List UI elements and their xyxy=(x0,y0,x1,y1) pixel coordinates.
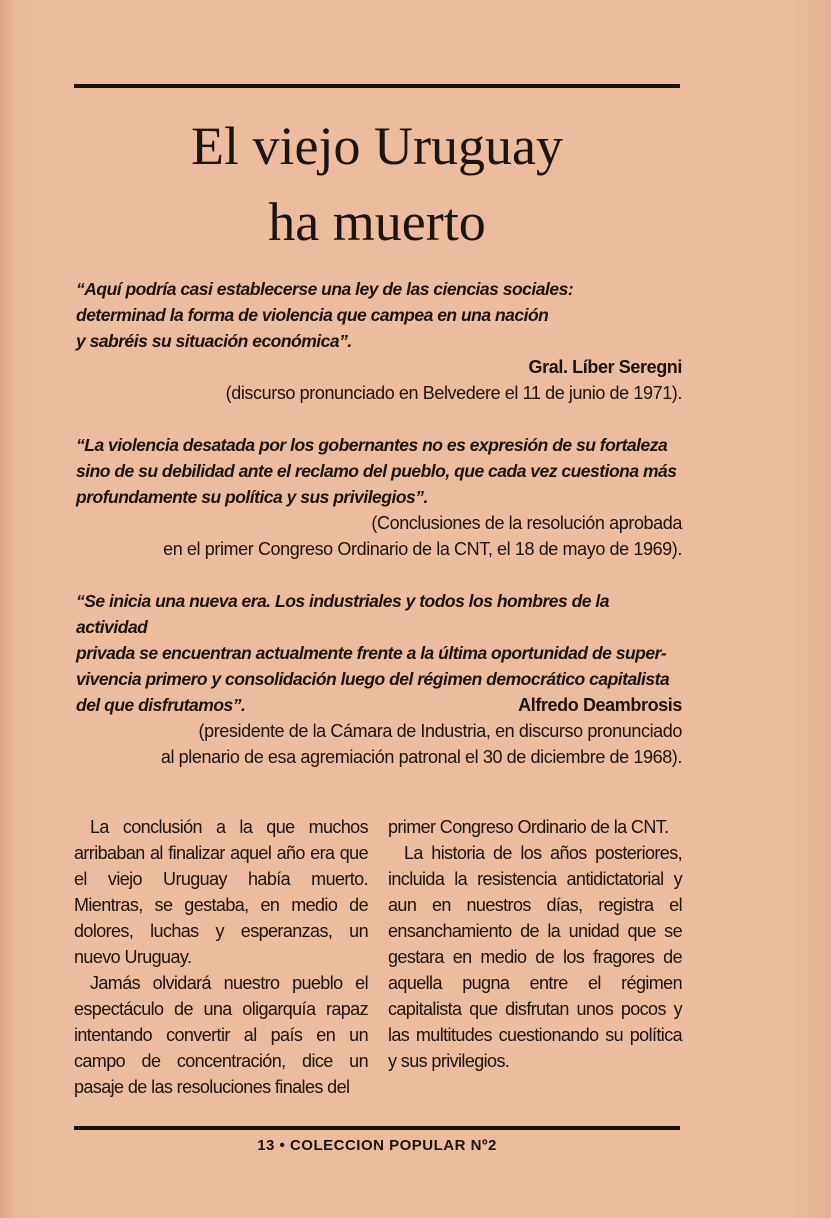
body-paragraph: La conclusión a la que muchos arribaban al finalizar aquel año era que el viejo Uruguay había muerto. Mientras, se gestaba, en medio de dolores, luchas y esperanzas, un nuevo Uruguay. xyxy=(74,817,368,967)
quote-attribution xyxy=(62,510,682,562)
body-paragraph: Jamás olvidará nuestro pueblo el espectáculo de una oligarquía rapaz intentando convertir al país en un campo de concentración, dice un pasaje de las resoluciones finales del xyxy=(74,973,368,1097)
quote-author: Alfredo Deambrosis xyxy=(518,695,682,715)
quote-line: profundamente su política y sus privilegios”. xyxy=(76,487,428,507)
body-paragraph: La historia de los años posteriores, incluida la resistencia antidictatorial y aun en nuestros días, registra el ensanchamiento de la unidad que se gestara en medio de los fragores de aquella pugna entre el régimen capitalista que disfrutan unos pocos y las multitudes cuestionando su política y sus privilegios. xyxy=(388,843,682,1071)
quote-source: al plenario de esa agremiación patronal el 30 de diciembre de 1968). xyxy=(160,747,682,767)
quote-attribution xyxy=(62,692,682,770)
epigraph-quote xyxy=(76,432,682,510)
quote-line: “La violencia desatada por los gobernantes no es expresión de su fortaleza xyxy=(76,435,668,455)
quote-line: vivencia primero y consolidación luego del régimen democrático capitalista xyxy=(76,669,670,689)
body-paragraph: primer Congreso Ordinario de la CNT. xyxy=(388,817,669,837)
page-footer: 13 • COLECCION POPULAR Nº2 xyxy=(257,1137,497,1154)
title-line: El viejo Uruguay xyxy=(191,116,563,176)
quote-line: privada se encuentran actualmente frente a la última oportunidad de super- xyxy=(76,643,667,663)
quote-source: (discurso pronunciado en Belvedere el 11 de junio de 1971). xyxy=(225,383,682,403)
title-line: ha muerto xyxy=(268,192,486,252)
body-column-left xyxy=(74,814,368,1100)
bottom-rule xyxy=(74,1126,680,1130)
quote-line: “Aquí podría casi establecerse una ley de las ciencias sociales: xyxy=(76,279,574,299)
page-title xyxy=(74,108,680,260)
quote-source: en el primer Congreso Ordinario de la CNT, el 18 de mayo de 1969). xyxy=(163,539,682,559)
quote-attribution xyxy=(62,354,682,406)
quote-line: del que disfrutamos”. xyxy=(76,695,246,715)
body-column-right xyxy=(388,814,682,1074)
epigraph-quote xyxy=(76,276,682,354)
quote-source: (presidente de la Cámara de Industria, en discurso pronunciado xyxy=(198,721,682,741)
quote-line: determinad la forma de violencia que campea en una nación xyxy=(76,305,549,325)
quote-line: sino de su debilidad ante el reclamo del pueblo, que cada vez cuestiona más xyxy=(76,461,677,481)
quote-line: y sabréis su situación económica”. xyxy=(76,331,352,351)
quote-author: Gral. Líber Seregni xyxy=(528,357,682,377)
quote-source: (Conclusiones de la resolución aprobada xyxy=(371,513,682,533)
top-rule xyxy=(74,84,680,88)
quote-line: “Se inicia una nueva era. Los industriales y todos los hombres de la actividad xyxy=(76,591,609,637)
